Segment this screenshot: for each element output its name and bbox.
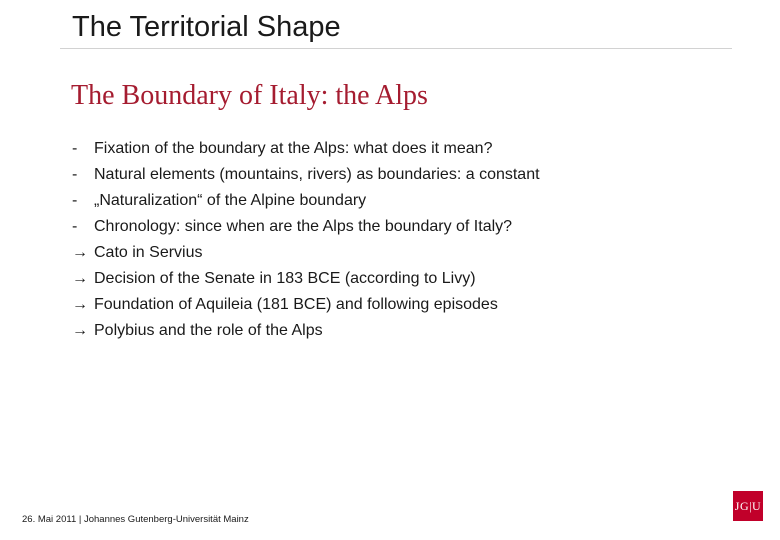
bullet-text: Polybius and the role of the Alps [94,322,323,339]
arrow-right-icon: → [72,322,88,339]
bullet-item [72,320,540,346]
dash-marker: - [72,140,78,157]
bullet-text: Fixation of the boundary at the Alps: what does it mean? [94,140,493,157]
arrow-right-icon: → [72,270,88,287]
bullet-list [72,138,540,346]
bullet-item [72,216,540,242]
bullet-text: Chronology: since when are the Alps the boundary of Italy? [94,218,513,235]
bullet-text: Cato in Servius [94,244,203,261]
dash-marker: - [72,192,78,209]
bullet-item [72,164,540,190]
arrow-right-icon: → [72,244,88,261]
bullet-text: „Naturalization“ of the Alpine boundary [94,192,367,209]
university-logo [733,491,763,521]
bullet-text: Foundation of Aquileia (181 BCE) and following episodes [94,296,498,313]
bullet-item [72,190,540,216]
footer-text: 26. Mai 2011 | Johannes Gutenberg-Universität Mainz [22,514,249,525]
arrow-right-icon: → [72,296,88,313]
bullet-item [72,294,540,320]
bullet-item [72,138,540,164]
bullet-item [72,268,540,294]
bullet-text: Natural elements (mountains, rivers) as boundaries: a constant [94,166,540,183]
bullet-item [72,242,540,268]
logo-text: JG|U [734,498,762,513]
bullet-text: Decision of the Senate in 183 BCE (according to Livy) [94,270,476,287]
dash-marker: - [72,166,78,183]
dash-marker: - [72,218,78,235]
header-title: The Territorial Shape [72,11,341,43]
slide-subtitle: The Boundary of Italy: the Alps [71,80,428,111]
header-divider [60,48,732,49]
